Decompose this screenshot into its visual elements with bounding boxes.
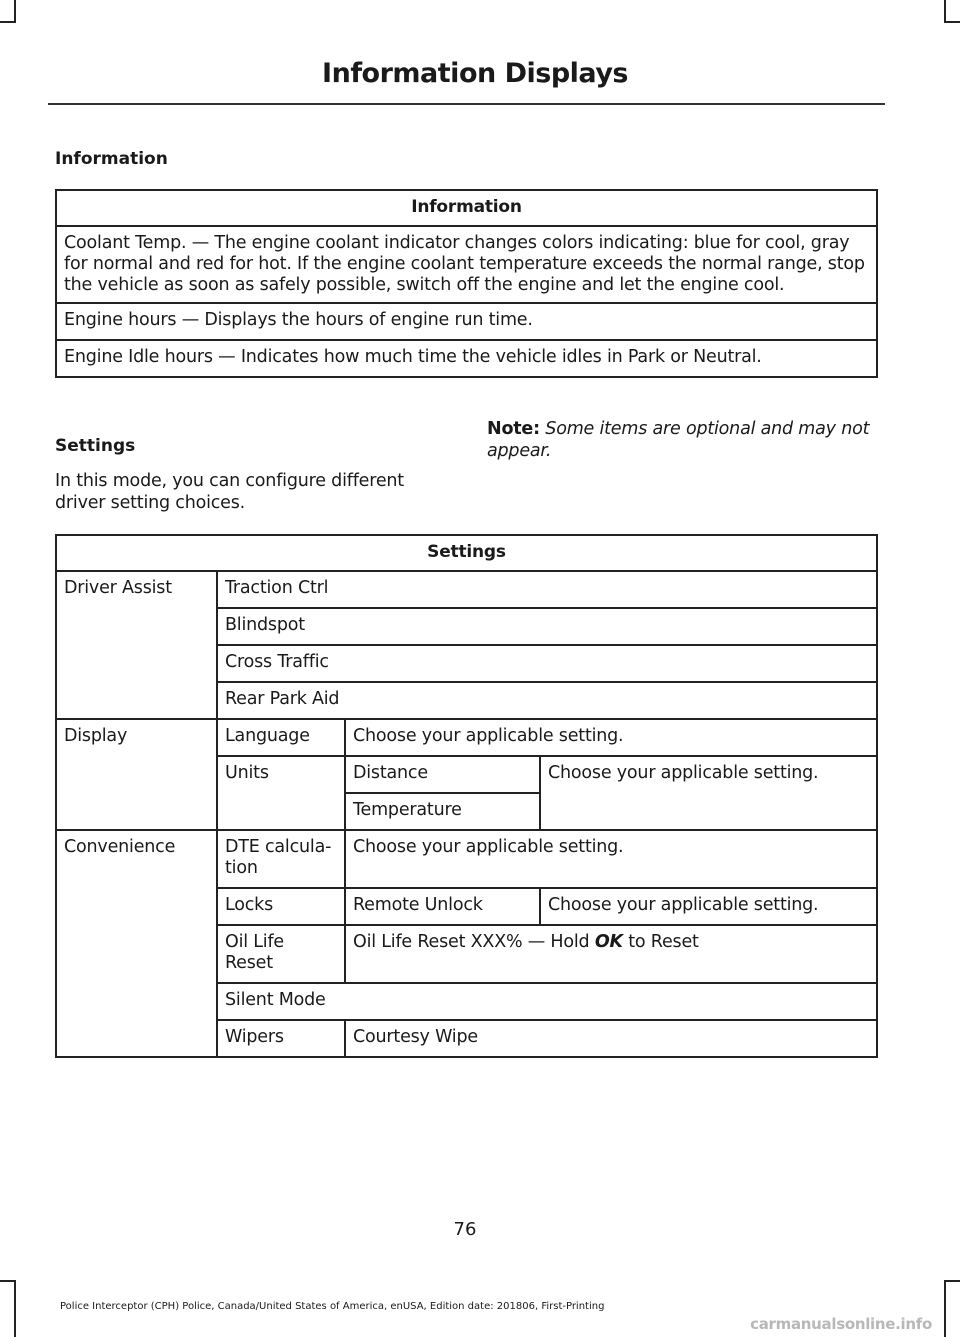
ok-key-label: OK <box>594 932 623 952</box>
table-cell: Oil Life Reset <box>217 925 345 983</box>
table-cell: Traction Ctrl <box>217 571 877 608</box>
table-cell: Blindspot <box>217 608 877 645</box>
table-cell: Cross Traffic <box>217 645 877 682</box>
table-cell: Courtesy Wipe <box>345 1020 877 1057</box>
driver-assist-label: Driver Assist <box>56 571 217 719</box>
watermark: carmanualsonline.info <box>750 1315 932 1333</box>
table-cell: Distance <box>345 756 540 793</box>
crop-mark <box>944 0 946 22</box>
crop-mark <box>944 21 960 23</box>
note-label: Note: <box>487 419 540 439</box>
crop-mark <box>944 1280 960 1282</box>
table-cell: Remote Unlock <box>345 888 540 925</box>
display-label: Display <box>56 719 217 830</box>
page-number: 76 <box>453 1219 477 1240</box>
table-cell: Temperature <box>345 793 540 830</box>
table-cell: DTE calcula-tion <box>217 830 345 888</box>
header-rule <box>48 103 885 105</box>
table-cell: Language <box>217 719 345 756</box>
information-table <box>55 189 878 378</box>
table-cell: Locks <box>217 888 345 925</box>
page-title: Information Displays <box>322 58 628 89</box>
table-row: Engine hours — Displays the hours of engine run time. <box>56 303 877 340</box>
settings-table <box>55 534 878 1058</box>
crop-mark <box>14 0 16 22</box>
table-cell: Choose your applicable setting. <box>540 888 877 925</box>
crop-mark <box>944 1280 946 1337</box>
settings-note <box>487 418 877 462</box>
table-cell: Choose your applicable setting. <box>345 830 877 888</box>
table-cell: Wipers <box>217 1020 345 1057</box>
table-cell: Rear Park Aid <box>217 682 877 719</box>
settings-heading: Settings <box>55 436 136 456</box>
crop-mark <box>0 1280 16 1282</box>
table-cell: Silent Mode <box>217 983 877 1020</box>
oil-reset-text: Oil Life Reset XXX% — Hold <box>353 932 590 952</box>
convenience-label: Convenience <box>56 830 217 1057</box>
settings-table-header: Settings <box>56 535 877 571</box>
table-row: Engine Idle hours — Indicates how much time the vehicle idles in Park or Neutral. <box>56 340 877 377</box>
table-row: Coolant Temp. — The engine coolant indicator changes colors indicating: blue for cool, gray for normal and red for hot. If the engine coolant temperature exceeds the normal range, stop the vehicle as soon as safely possible, switch off the engine and let the engine cool. <box>56 226 877 303</box>
note-text: Some items are optional and may not appear. <box>487 419 870 461</box>
crop-mark <box>0 21 16 23</box>
table-cell <box>345 925 877 983</box>
crop-mark <box>14 1280 16 1337</box>
table-cell: Units <box>217 756 345 830</box>
table-cell: Choose your applicable setting. <box>540 756 877 830</box>
settings-intro: In this mode, you can configure different driver setting choices. <box>55 471 404 513</box>
oil-reset-suffix: to Reset <box>628 932 699 952</box>
table-cell: Choose your applicable setting. <box>345 719 877 756</box>
information-table-header: Information <box>56 190 877 226</box>
footer-text: Police Interceptor (CPH) Police, Canada/United States of America, enUSA, Edition date: 201806, First-Printing <box>60 1301 605 1312</box>
information-heading: Information <box>55 149 168 169</box>
